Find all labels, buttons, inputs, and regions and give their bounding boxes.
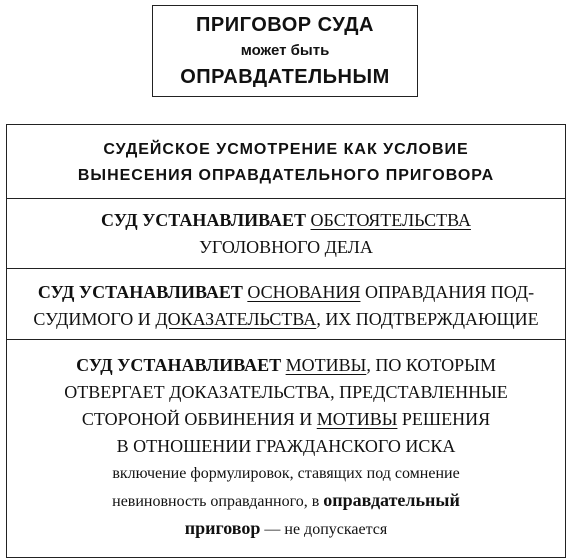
verdict-type: ОПРАВДАТЕЛЬНЫМ (180, 66, 390, 88)
row3-line5: включение формулировок, ставящих под сомнение (112, 465, 460, 482)
discretion-table (6, 124, 566, 558)
row2-underlined-1: ОСНОВАНИЯ (247, 282, 361, 302)
table-header (7, 125, 565, 198)
row1-bold: СУД УСТАНАВЛИВАЕТ (101, 210, 307, 230)
verdict-subtitle: может быть (240, 42, 330, 59)
row3-line6b: оправдательный (323, 490, 460, 510)
row2-text-2: СУДИМОГО И (33, 309, 151, 329)
row3-text-3a: СТОРОНОЙ ОБВИНЕНИЯ И (81, 409, 313, 429)
row2-text-1: ОПРАВДАНИЯ ПОД- (364, 282, 535, 302)
row3-text-3b: РЕШЕНИЯ (401, 409, 491, 429)
header-line-1: СУДЕЙСКОЕ УСМОТРЕНИЕ КАК УСЛОВИЕ (103, 141, 469, 158)
row-grounds (7, 268, 565, 339)
row3-underlined-1: МОТИВЫ (285, 355, 367, 375)
row3-bold: СУД УСТАНАВЛИВАЕТ (76, 355, 282, 375)
row1-underlined: ОБСТОЯТЕЛЬСТВА (310, 210, 471, 230)
row3-text-1: , ПО КОТОРЫМ (366, 355, 496, 375)
row3-line4: В ОТНОШЕНИИ ГРАЖДАНСКОГО ИСКА (116, 436, 456, 456)
row3-line7a: приговор (184, 518, 261, 538)
row3-line6a: невиновность оправданного, в (112, 493, 320, 510)
row-motives (7, 339, 565, 557)
verdict-box (152, 5, 418, 97)
row2-bold: СУД УСТАНАВЛИВАЕТ (37, 282, 243, 302)
row3-line2: ОТВЕРГАЕТ ДОКАЗАТЕЛЬСТВА, ПРЕДСТАВЛЕННЫЕ (64, 382, 508, 402)
row2-text-3: , ИХ ПОДТВЕРЖДАЮЩИЕ (316, 309, 539, 329)
row-circumstances (7, 198, 565, 268)
row2-underlined-2: ДОКАЗАТЕЛЬСТВА (155, 309, 317, 329)
row3-underlined-2: МОТИВЫ (316, 409, 398, 429)
row3-line7b: — не допускается (264, 521, 388, 538)
header-line-2: ВЫНЕСЕНИЯ ОПРАВДАТЕЛЬНОГО ПРИГОВОРА (77, 167, 495, 184)
verdict-title: ПРИГОВОР СУДА (196, 14, 374, 36)
row1-line2: УГОЛОВНОГО ДЕЛА (199, 237, 373, 257)
